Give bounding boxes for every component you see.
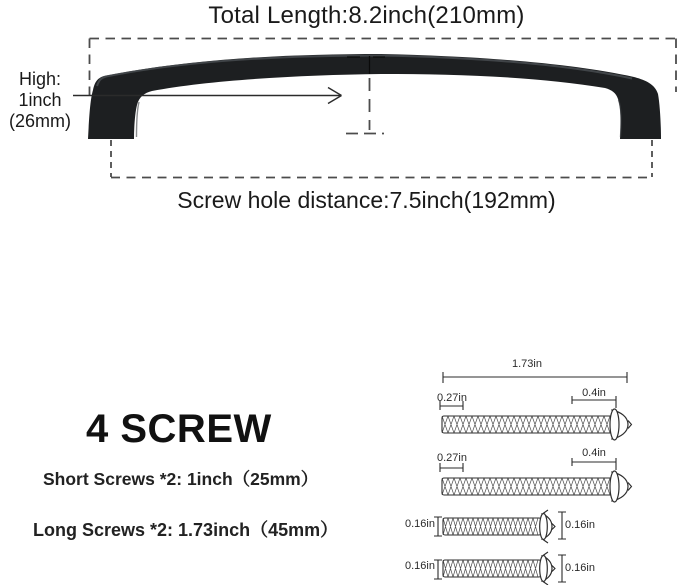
- long-screw-2-head-dim-line: [572, 458, 616, 470]
- screw-hole-distance-label: Screw hole distance:7.5inch(192mm): [177, 187, 556, 213]
- short-screw-2-left-dim-label: 0.16in: [405, 560, 435, 572]
- short-screw-1-left-dim-label: 0.16in: [405, 518, 435, 530]
- height-label-line2: 1inch: [18, 90, 62, 110]
- long-screws-label: Long Screws *2: 1.73inch（45mm）: [33, 520, 339, 540]
- long-screw-2-head-flange: [610, 471, 619, 502]
- short-screws-label: Short Screws *2: 1inch（25mm）: [43, 469, 319, 489]
- short-screw-1-drawing: [434, 510, 566, 543]
- screw-hole-dimension-lines: [111, 140, 652, 178]
- long-screw-2-drawing: [440, 458, 632, 502]
- long-screw-1-total-dim-label: 1.73in: [512, 358, 542, 370]
- long-screw-2-shaft: [442, 478, 613, 495]
- short-screw-2-head-flange: [540, 556, 548, 582]
- handle-foot-highlight: [137, 100, 622, 137]
- long-screw-2-tip-dim-label: 0.27in: [437, 452, 467, 464]
- long-screw-2-tip-dim-line: [440, 463, 463, 472]
- long-screw-1-drawing: [440, 372, 632, 440]
- cabinet-handle-drawing: [88, 54, 661, 139]
- height-label: [0, 69, 80, 132]
- short-screw-2-right-dim-label: 0.16in: [565, 562, 595, 574]
- screw-count-heading: 4 SCREW: [86, 407, 272, 451]
- long-screw-1-head-dim-label: 0.4in: [582, 387, 606, 399]
- long-screw-2-head-dim-label: 0.4in: [582, 447, 606, 459]
- long-screw-1-shaft: [442, 416, 613, 433]
- short-screw-1-head-flange: [540, 514, 548, 540]
- short-screw-2-drawing: [434, 552, 566, 585]
- total-length-label: Total Length:8.2inch(210mm): [208, 2, 525, 29]
- long-screw-1-tip-dim-label: 0.27in: [437, 392, 467, 404]
- short-screw-1-right-dim-label: 0.16in: [565, 519, 595, 531]
- long-screw-1-total-dim-line: [443, 372, 627, 383]
- height-label-line1: High:: [18, 69, 62, 89]
- long-screw-1-head-flange: [610, 409, 619, 440]
- height-label-line3: (26mm): [9, 111, 71, 131]
